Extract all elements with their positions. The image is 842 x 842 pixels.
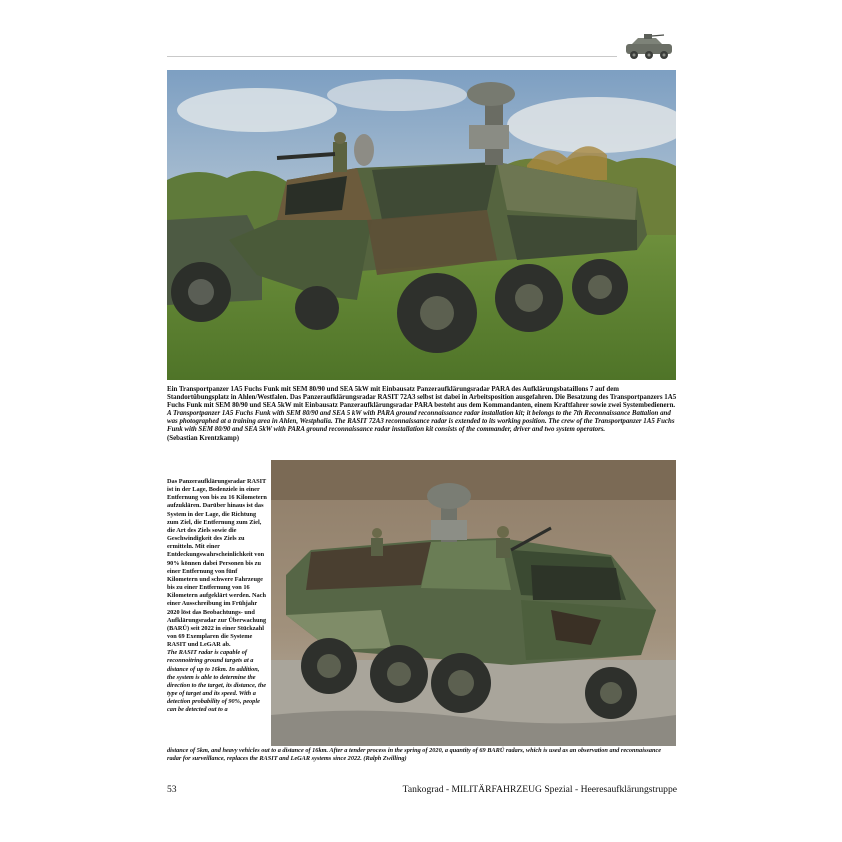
page-number: 53 [167, 784, 177, 795]
page-footer [167, 784, 677, 798]
header-rule [167, 56, 617, 57]
sidebar-english: The RASIT radar is capable of reconnoitring ground targets at a distance of up to 16km. In addition, the system is able to determine the direction to the target, its distance, the type of target and its speed. With a detection probability of 90%, people can be detected out to a [167, 649, 267, 714]
sidebar-text [167, 478, 267, 715]
photo2-caption: distance of 5km, and heavy vehicles out to a distance of 16km. After a tender process in the spring of 2020, a quantity of 69 BARÜ radars, which is used as an observation and reconnaissance radar for surveillance, replaces the RASIT and LeGAR systems since 2022. (Ralph Zwilling) [167, 747, 662, 763]
caption1-english: A Transportpanzer 1A5 Fuchs Funk with SEM 80/90 and SEA 5 kW with PARA ground reconnaissance radar installation kit; it belongs to the 7th Reconnaissance Battalion and was photographed at a training area in Ahlen, Westphalia. The RASIT 72A3 reconnaissance radar is extended to its working position. The crew of the Transportpanzer 1A5 Fuchs Funk with SEM 80/90 and SEA 5kW with PARA ground reconnaissance radar installation kit consists of the commander, driver and two system operators. [167, 410, 675, 434]
running-title: Tankograd - MILITÄRFAHRZEUG Spezial - Heeresaufklärungstruppe [402, 784, 677, 795]
photo1-caption [167, 386, 677, 443]
caption1-credit: (Sebastian Krentzkamp) [167, 434, 240, 442]
transportpanzer-fuchs-funk-rasit-photo [167, 70, 676, 380]
fuchs-radar-vehicle-field-photo [271, 460, 676, 746]
caption1-german: Ein Transportpanzer 1A5 Fuchs Funk mit SEM 80/90 und SEA 5kW mit Einbausatz Panzeraufklärungsradar PARA des Aufklärungsbataillons 7 auf dem Standortübungsplatz in Ahlen/Westfalen. Das Panzeraufklärungsradar RASIT 72A3 selbst ist dabei in Arbeitsposition ausgefahren. Die Besatzung des Transportpanzers 1A5 Fuchs Funk mit SEM 80/90 und SEA 5kW mit Einbausatz Panzeraufklärungsradar PARA besteht aus dem Kommandanten, einem Kraftfahrer sowie zwei Systembedienern. [167, 386, 677, 410]
sidebar-german: Das Panzeraufklärungsradar RASIT ist in der Lage, Bodenziele in einer Entfernung von bis zu 16 Kilometern aufzuklären. Darüber hinaus ist das System in der Lage, die Richtung zum Ziel, die Entfernung zum Ziel, die Art des Ziels sowie die Geschwindigkeit des Ziels zu ermitteln. Mit einer Entdeckungswahrscheinlichkeit von 90% können dabei Personen bis zu einer Entfernung von fünf Kilometern und schwere Fahrzeuge bis zu einer Entfernung von 16 Kilometern aufgeklärt werden. Nach einer Ausschreibung im Frühjahr 2020 löst das Beobachtungs- und Aufklärungsradar zur Überwachung (BARÜ) seit 2022 in einer Stückzahl von 69 Exemplaren die Systeme RASIT und LeGAR ab. [167, 478, 267, 649]
armored-vehicle-icon [620, 32, 678, 62]
